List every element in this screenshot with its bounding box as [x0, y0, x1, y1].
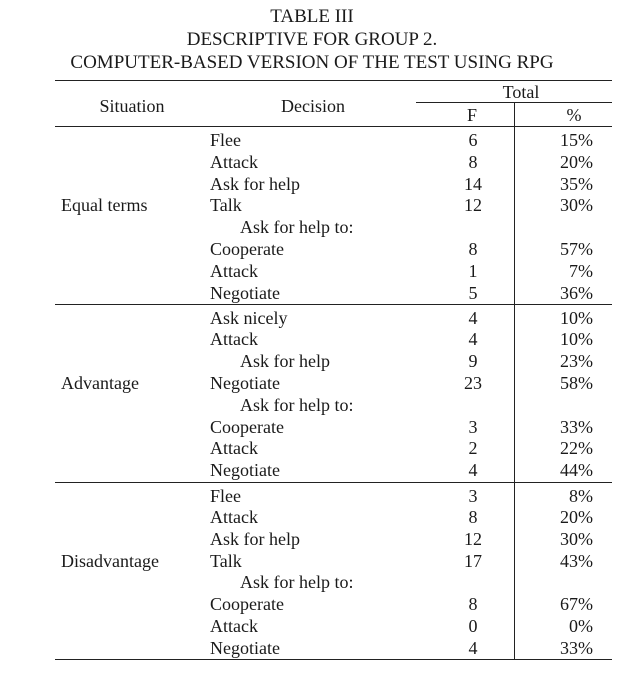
header-frequency: F — [466, 105, 478, 125]
percent-cell: 22% — [560, 438, 593, 458]
frequency-cell: 12 — [464, 529, 482, 549]
frequency-cell: 1 — [468, 261, 478, 281]
decision-cell: Cooperate — [210, 594, 284, 614]
decision-cell: Negotiate — [210, 283, 280, 303]
frequency-cell: 6 — [468, 130, 478, 150]
subsection-heading: Ask for help to: — [240, 395, 354, 415]
frequency-cell: 8 — [468, 239, 478, 259]
decision-cell: Talk — [210, 551, 242, 571]
decision-cell: Flee — [210, 486, 241, 506]
frequency-cell: 14 — [464, 174, 482, 194]
decision-cell: Attack — [210, 261, 258, 281]
decision-cell: Cooperate — [210, 417, 284, 437]
situation-label: Equal terms — [61, 195, 148, 215]
header-bottom-rule — [55, 126, 612, 127]
decision-cell: Talk — [210, 195, 242, 215]
decision-cell: Attack — [210, 507, 258, 527]
frequency-cell: 23 — [464, 373, 482, 393]
situation-label: Disadvantage — [61, 551, 159, 571]
percent-cell: 10% — [560, 329, 593, 349]
percent-cell: 7% — [569, 261, 593, 281]
decision-cell: Attack — [210, 616, 258, 636]
decision-cell: Ask for help — [210, 529, 300, 549]
decision-cell: Attack — [210, 438, 258, 458]
header-situation: Situation — [99, 96, 165, 116]
table-bottom-rule — [55, 659, 612, 660]
percent-cell: 20% — [560, 152, 593, 172]
frequency-cell: 17 — [464, 551, 482, 571]
frequency-cell: 12 — [464, 195, 482, 215]
frequency-cell: 4 — [468, 460, 478, 480]
percent-cell: 30% — [560, 195, 593, 215]
decision-cell: Negotiate — [210, 373, 280, 393]
frequency-cell: 9 — [468, 351, 478, 371]
frequency-cell: 8 — [468, 152, 478, 172]
group-separator-rule — [55, 304, 612, 305]
percent-cell: 8% — [569, 486, 593, 506]
percent-cell: 15% — [560, 130, 593, 150]
decision-cell: Negotiate — [210, 638, 280, 658]
subsection-heading: Ask for help to: — [240, 217, 354, 237]
table-number: TABLE III — [270, 6, 354, 27]
frequency-cell: 8 — [468, 594, 478, 614]
frequency-cell: 0 — [468, 616, 478, 636]
frequency-cell: 5 — [468, 283, 478, 303]
decision-cell: Flee — [210, 130, 241, 150]
percent-cell: 43% — [560, 551, 593, 571]
percent-cell: 0% — [569, 616, 593, 636]
frequency-cell: 2 — [468, 438, 478, 458]
decision-cell: Ask nicely — [210, 308, 288, 328]
percent-cell: 36% — [560, 283, 593, 303]
frequency-cell: 8 — [468, 507, 478, 527]
decision-cell: Negotiate — [210, 460, 280, 480]
header-decision: Decision — [281, 96, 345, 116]
percent-cell: 33% — [560, 638, 593, 658]
group-separator-rule — [55, 482, 612, 483]
percent-cell: 44% — [560, 460, 593, 480]
table-caption-line-2: DESCRIPTIVE FOR GROUP 2. — [186, 29, 438, 50]
decision-cell: Ask for help — [240, 351, 330, 371]
percent-cell: 58% — [560, 373, 593, 393]
frequency-cell: 4 — [468, 638, 478, 658]
subsection-heading: Ask for help to: — [240, 572, 354, 592]
decision-cell: Attack — [210, 329, 258, 349]
percent-cell: 10% — [560, 308, 593, 328]
decision-cell: Cooperate — [210, 239, 284, 259]
frequency-cell: 4 — [468, 308, 478, 328]
situation-label: Advantage — [61, 373, 139, 393]
header-percent: % — [566, 105, 582, 125]
frequency-cell: 4 — [468, 329, 478, 349]
table-caption-line-3: COMPUTER-BASED VERSION OF THE TEST USING RPG — [70, 52, 554, 73]
decision-cell: Ask for help — [210, 174, 300, 194]
header-total: Total — [502, 82, 540, 102]
decision-cell: Attack — [210, 152, 258, 172]
percent-cell: 57% — [560, 239, 593, 259]
percent-cell: 35% — [560, 174, 593, 194]
column-divider — [514, 102, 515, 659]
frequency-cell: 3 — [468, 417, 478, 437]
frequency-cell: 3 — [468, 486, 478, 506]
percent-cell: 20% — [560, 507, 593, 527]
percent-cell: 23% — [560, 351, 593, 371]
percent-cell: 33% — [560, 417, 593, 437]
percent-cell: 67% — [560, 594, 593, 614]
percent-cell: 30% — [560, 529, 593, 549]
